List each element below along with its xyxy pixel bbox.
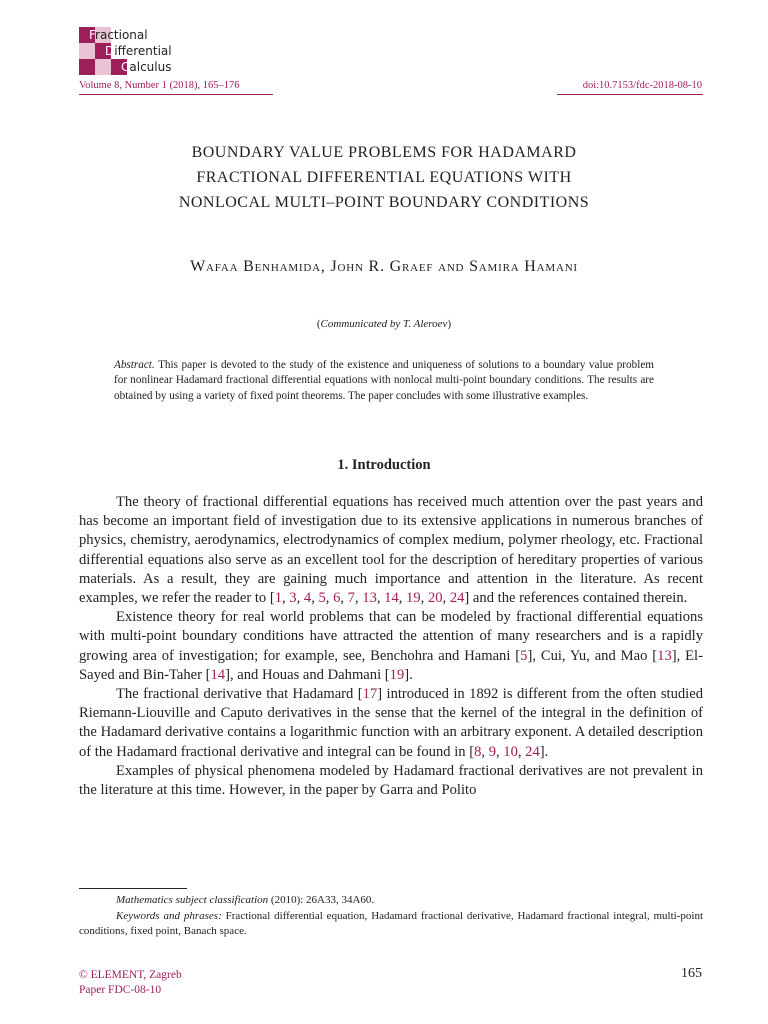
paper-id: Paper FDC-08-10	[79, 984, 162, 996]
paragraph: The fractional derivative that Hadamard [17] introduced in 1892 is different from the often studied Riemann-Liouville and Caputo derivatives in the sense that the kernel of the integral in the definition of the Hadamard derivative contains a logarithmic function with an arbitrary exponent. A detailed description of the Hadamard fractional derivative and integral can be found in [8, 9, 10, 24].	[79, 686, 703, 760]
page-number: 165	[681, 966, 702, 981]
citation-link[interactable]: 24	[449, 590, 465, 607]
abstract-label: Abstract.	[114, 359, 155, 371]
citation-link[interactable]: 24	[525, 743, 540, 760]
citation-link[interactable]: 19	[406, 590, 421, 607]
footnote-rule	[79, 888, 187, 889]
logo-square	[79, 43, 95, 59]
authors: Wafaa Benhamida, John R. Graef and Samira Hamani	[190, 258, 578, 275]
citation-link[interactable]: 5	[318, 590, 326, 607]
publisher-info	[79, 968, 182, 998]
citation-link[interactable]: 13	[362, 590, 377, 607]
paragraph: Existence theory for real world problems that can be modeled by fractional differential equations with multi-point boundary conditions have attracted the attention of many researchers and is a rapidly growing area of investigation; for example, see, Benchohra and Hamani [5], Cui, Yu, and Mao [13], El-Sayed and Bin-Taher [14], and Houas and Dahmani [19].	[79, 609, 703, 683]
title-line: BOUNDARY VALUE PROBLEMS FOR HADAMARD	[191, 144, 577, 161]
section-heading: 1. Introduction	[337, 457, 431, 473]
logo-line-1: Fractional	[89, 28, 148, 42]
citation-link[interactable]: 1	[274, 590, 282, 607]
citation-link[interactable]: 10	[503, 743, 518, 760]
communicated-by: (Communicated by T. Aleroev)	[316, 318, 452, 330]
title-line: NONLOCAL MULTI–POINT BOUNDARY CONDITIONS	[178, 194, 590, 211]
msc-footnote: Mathematics subject classification (2010): 26A33, 34A60.	[116, 894, 375, 906]
logo-line-3: Calculus	[121, 60, 172, 74]
volume-info: Volume 8, Number 1 (2018), 165–176	[79, 80, 240, 91]
logo-line-2: Differential	[105, 44, 172, 58]
keywords-footnote: Keywords and phrases: Fractional differential equation, Hadamard fractional derivative, Hadamard fractional integral, multi-point conditions, fixed point, Banach space.	[79, 909, 703, 937]
citation-link[interactable]: 19	[389, 666, 405, 683]
citation-link[interactable]: 9	[488, 743, 496, 760]
citation-link[interactable]: 20	[427, 590, 443, 607]
citation-link[interactable]: 4	[303, 590, 312, 607]
title-line: FRACTIONAL DIFFERENTIAL EQUATIONS WITH	[196, 169, 572, 186]
header-rule-right	[557, 94, 703, 95]
citation-link[interactable]: 3	[289, 590, 297, 607]
citation-link[interactable]: 6	[333, 590, 341, 607]
abstract-text: This paper is devoted to the study of the existence and uniqueness of solutions to a boundary value problem for nonlinear Hadamard fractional differential equations with nonlocal multi-point boundary conditions. The results are obtained by using a variety of fixed point theorems. The paper concludes with some illustrative examples.	[114, 359, 654, 402]
logo-square	[79, 59, 95, 75]
abstract	[114, 358, 654, 404]
journal-logo	[79, 27, 179, 79]
doi-link[interactable]: doi:10.7153/fdc-2018-08-10	[582, 80, 702, 91]
paper-title	[100, 140, 668, 215]
paragraph: The theory of fractional differential equations has received much attention over the past years and has become an important field of investigation due to its extensive applications in numerous branches of physics, chemistry, aerodynamics, electrodynamics of complex medium, polymer rheology, etc. Fractional differential equations also serve as an excellent tool for the description of hereditary properties of various materials. As a result, they are gaining much importance and attention in the literature. As recent examples, we refer the reader to [1, 3, 4, 5, 6, 7, 13, 14, 19, 20, 24] and the references contained therein.	[79, 494, 703, 607]
logo-square	[95, 59, 111, 75]
citation-link[interactable]: 14	[210, 666, 226, 683]
footnotes	[79, 893, 703, 940]
body-text	[79, 493, 703, 800]
citation-link[interactable]: 5	[520, 647, 528, 664]
citation-link[interactable]: 17	[362, 686, 378, 703]
citation-link[interactable]: 13	[657, 647, 672, 664]
copyright: © ELEMENT, Zagreb	[79, 969, 182, 981]
paragraph: Examples of physical phenomena modeled by Hadamard fractional derivatives are not prevalent in the literature at this time. However, in the paper by Garra and Polito	[79, 762, 703, 799]
citation-link[interactable]: 14	[384, 590, 399, 607]
header-rule-left	[79, 94, 273, 95]
citation-link[interactable]: 7	[347, 590, 355, 607]
citation-link[interactable]: 8	[474, 743, 482, 760]
